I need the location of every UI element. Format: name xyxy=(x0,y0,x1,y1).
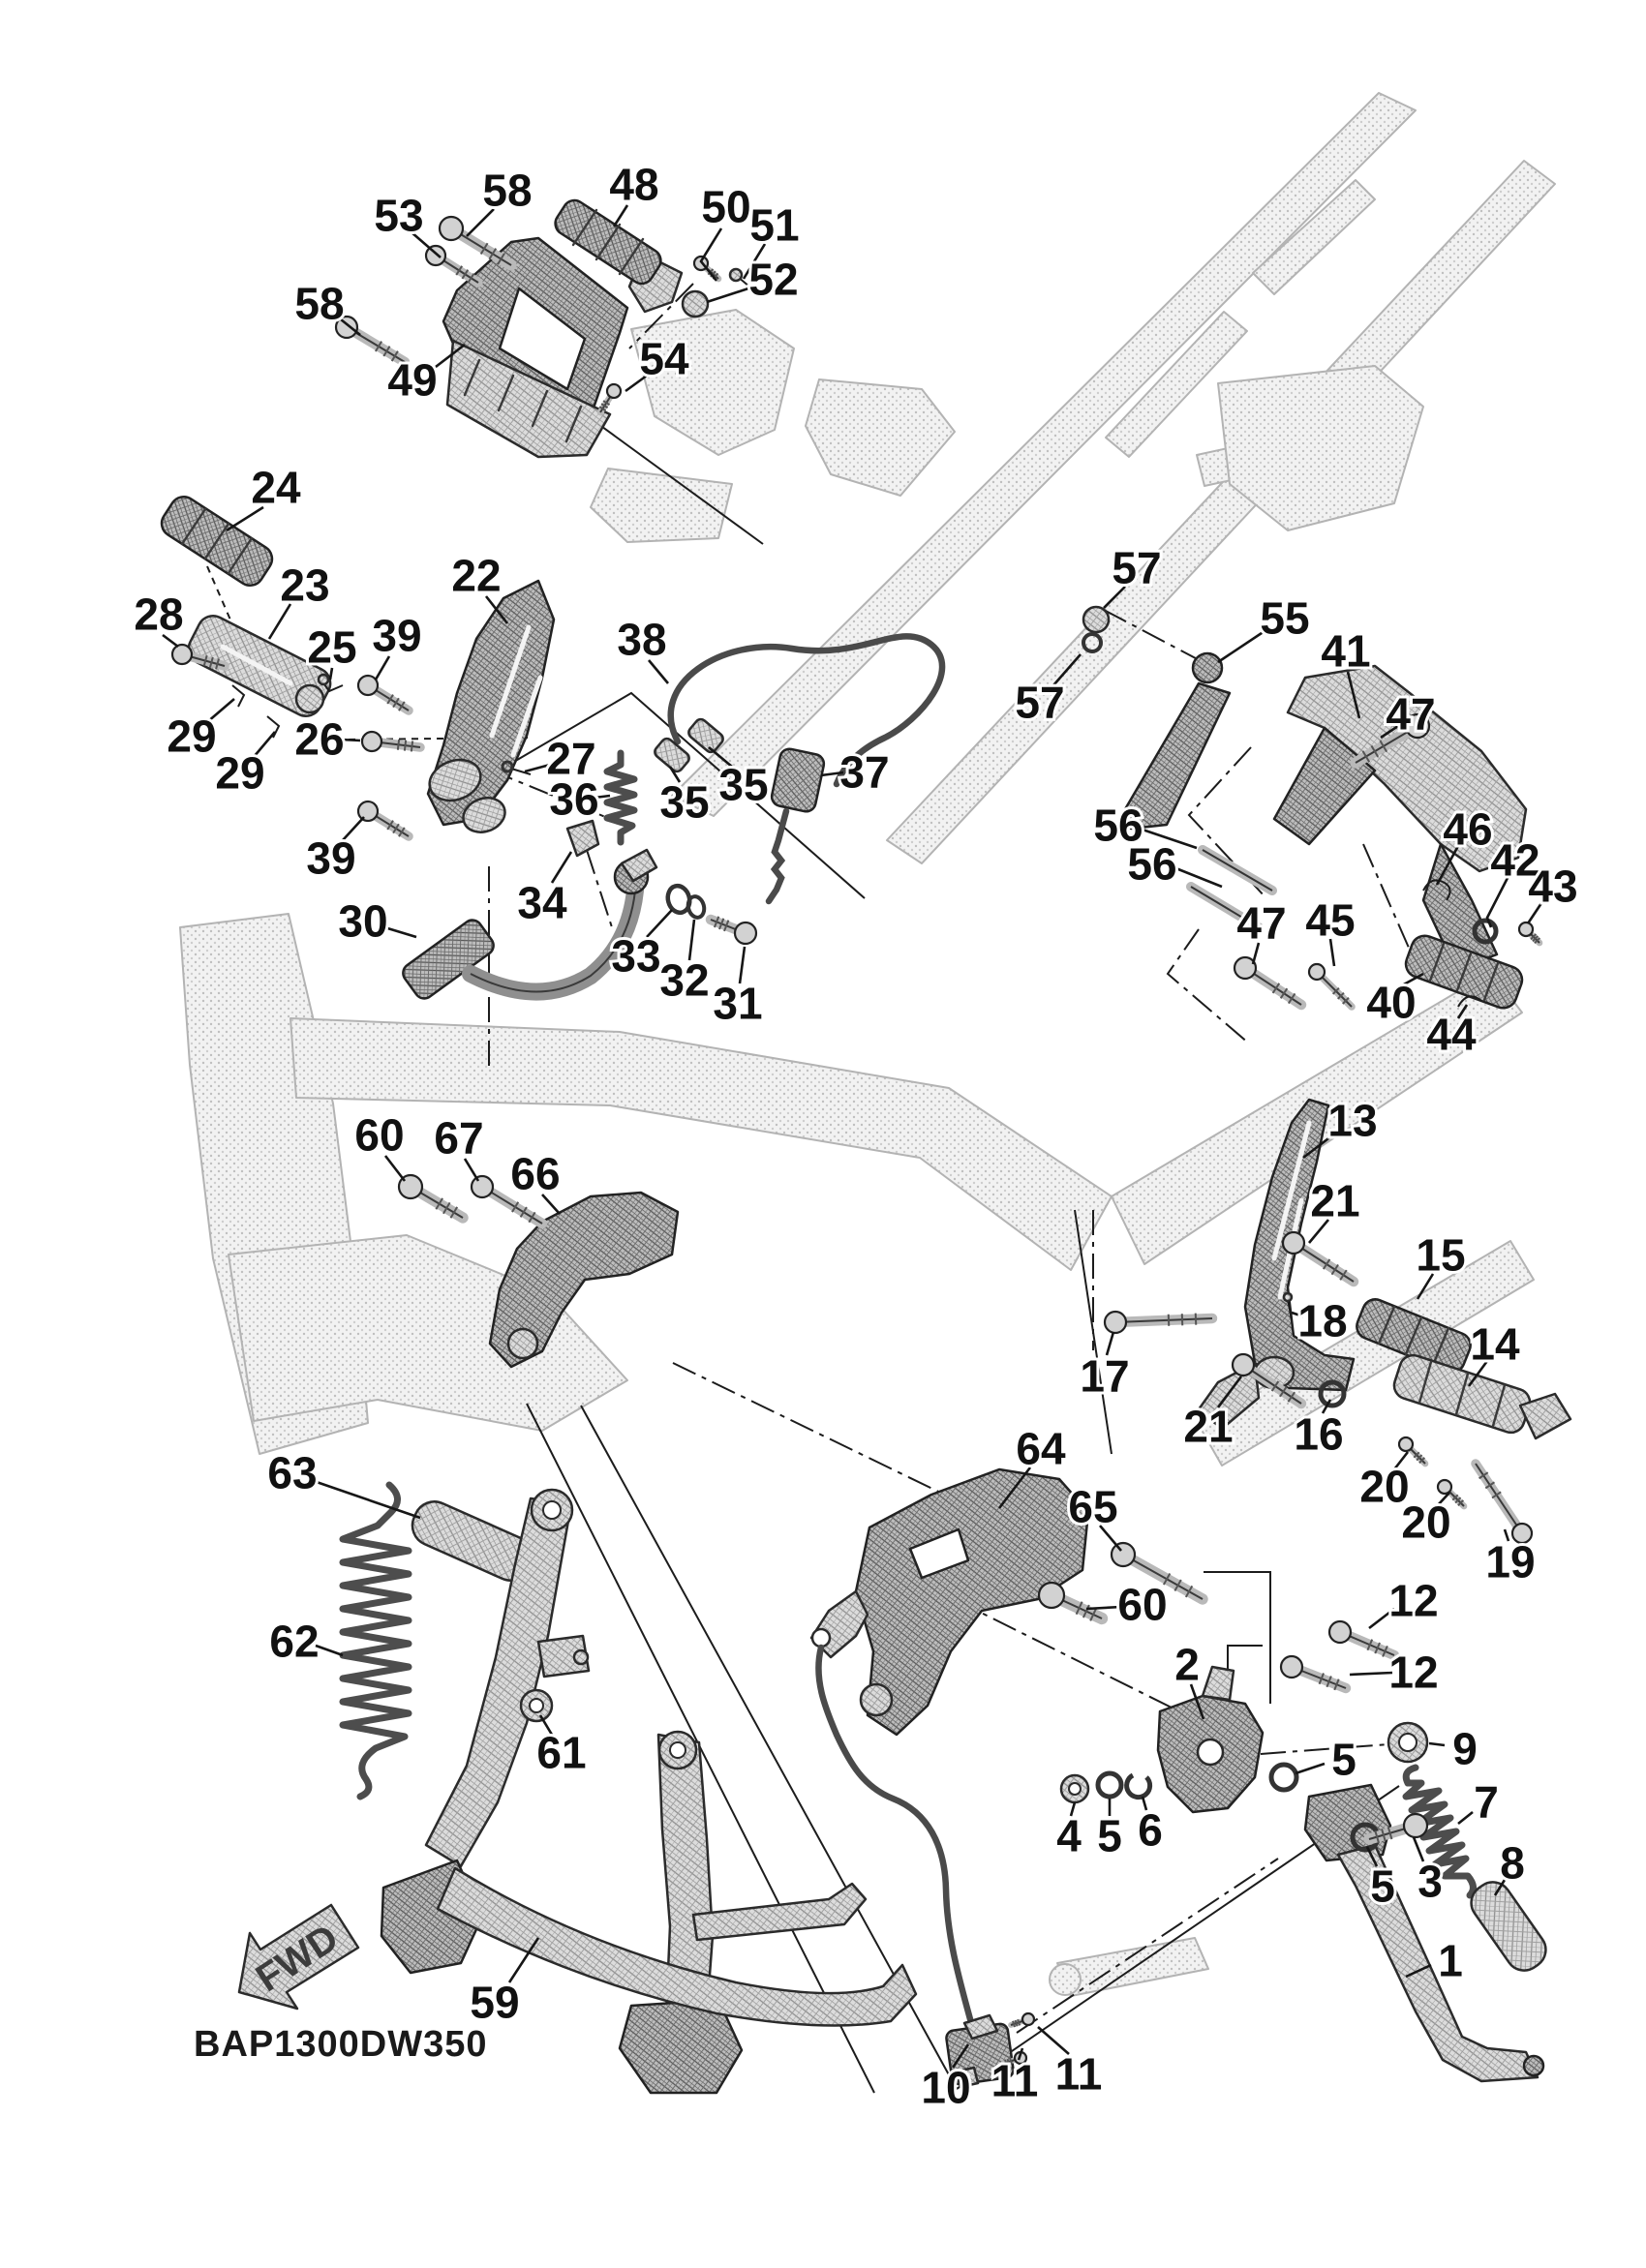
callout-number: 53 xyxy=(374,190,424,241)
callout-5 xyxy=(1097,1799,1122,1861)
callout-number: 24 xyxy=(251,462,301,513)
callout-21 xyxy=(1183,1376,1241,1452)
callout-43 xyxy=(1528,862,1578,923)
callout-number: 10 xyxy=(921,2062,971,2113)
spring-washer-6 xyxy=(1127,1775,1150,1798)
bolt xyxy=(1011,2013,1034,2027)
bolt-head xyxy=(1112,1543,1135,1566)
callout-number: 44 xyxy=(1426,1009,1477,1060)
part-code: BAP1300DW350 xyxy=(194,2024,488,2065)
callout-number: 56 xyxy=(1093,800,1143,851)
bolt-head xyxy=(1519,922,1533,936)
bolt-head xyxy=(1281,1656,1302,1678)
callout-leader-line xyxy=(1429,1743,1445,1745)
callout-number: 15 xyxy=(1416,1229,1466,1281)
callout-number: 21 xyxy=(1183,1401,1234,1452)
nut-61-hole xyxy=(530,1699,543,1712)
callout-number: 33 xyxy=(611,930,661,982)
stand-pivot-hole xyxy=(670,1742,686,1758)
bolt xyxy=(711,917,756,944)
screw-51-head xyxy=(730,269,742,281)
callout-67 xyxy=(434,1113,483,1181)
spring-36 xyxy=(607,753,634,842)
o-ring-33 xyxy=(665,884,692,916)
bolt xyxy=(1281,1656,1346,1690)
bolt-head xyxy=(607,384,621,398)
callout-number: 29 xyxy=(215,747,265,799)
callout-number: 14 xyxy=(1470,1318,1520,1370)
callout-leader-line xyxy=(1458,1812,1473,1824)
callout-37 xyxy=(821,747,890,798)
callout-number: 54 xyxy=(639,333,689,384)
cable-eye xyxy=(812,1629,830,1647)
callout-47 xyxy=(1236,898,1286,964)
callout-61 xyxy=(536,1715,586,1778)
callout-number: 55 xyxy=(1260,592,1310,644)
callout-number: 31 xyxy=(713,978,763,1029)
callout-number: 27 xyxy=(546,733,596,784)
bolt xyxy=(1476,1464,1532,1543)
callout-number: 60 xyxy=(354,1109,405,1161)
callout-number: 26 xyxy=(294,713,345,765)
callout-number: 9 xyxy=(1452,1723,1478,1774)
callout-58 xyxy=(467,166,533,236)
callout-number: 11 xyxy=(1054,2048,1103,2100)
callout-number: 66 xyxy=(510,1148,561,1199)
callout-number: 61 xyxy=(536,1727,587,1778)
callout-number: 60 xyxy=(1117,1579,1168,1630)
callout-55 xyxy=(1218,593,1310,662)
callout-number: 45 xyxy=(1305,894,1356,946)
callout-number: 46 xyxy=(1443,803,1493,855)
bolt xyxy=(1105,1312,1212,1333)
bolt-head xyxy=(440,217,463,240)
centerline xyxy=(587,850,612,927)
callout-36 xyxy=(549,774,610,825)
callout-leader-line xyxy=(1174,867,1222,887)
callout-21 xyxy=(1309,1176,1360,1243)
callout-29 xyxy=(215,732,275,799)
callout-leader-line xyxy=(1295,1764,1325,1773)
callout-number: 1 xyxy=(1438,1935,1463,1986)
callout-48 xyxy=(609,160,658,227)
callout-number: 57 xyxy=(1015,677,1065,728)
callout-16 xyxy=(1294,1400,1343,1460)
callout-number: 12 xyxy=(1388,1647,1439,1698)
pin-18-head xyxy=(1284,1293,1292,1301)
callout-number: 20 xyxy=(1359,1461,1410,1512)
bolt-head xyxy=(735,922,756,944)
callout-44 xyxy=(1426,1005,1477,1060)
callout-number: 30 xyxy=(338,895,388,947)
callout-number: 19 xyxy=(1485,1536,1536,1588)
callout-number: 32 xyxy=(659,954,710,1006)
callout-number: 63 xyxy=(267,1447,318,1498)
bolt xyxy=(362,732,420,751)
callout-leader-line xyxy=(707,288,748,302)
callout-45 xyxy=(1305,895,1355,966)
bolt xyxy=(358,676,409,711)
callout-number: 36 xyxy=(549,773,599,825)
callout-62 xyxy=(269,1617,343,1667)
callout-number: 38 xyxy=(617,614,667,665)
callout-20 xyxy=(1401,1493,1450,1548)
callout-number: 7 xyxy=(1474,1776,1499,1828)
ghost-latch xyxy=(806,379,955,496)
bolt xyxy=(599,384,621,412)
callout-number: 20 xyxy=(1401,1497,1451,1548)
callout-number: 52 xyxy=(748,254,799,305)
callout-leader-line xyxy=(384,927,416,937)
bolt xyxy=(1234,957,1301,1005)
callout-6 xyxy=(1138,1797,1163,1856)
callout-number: 2 xyxy=(1174,1639,1200,1690)
callout-number: 16 xyxy=(1294,1408,1344,1460)
bolt xyxy=(1309,964,1352,1007)
callout-39 xyxy=(372,611,421,680)
callout-number: 57 xyxy=(1112,542,1162,593)
callout-number: 37 xyxy=(839,746,890,798)
callout-24 xyxy=(227,463,301,530)
callout-number: 5 xyxy=(1370,1860,1395,1912)
callout-number: 41 xyxy=(1321,625,1371,677)
callout-number: 42 xyxy=(1490,834,1540,886)
callout-number: 29 xyxy=(167,711,217,762)
bolt xyxy=(1519,922,1539,943)
callout-number: 48 xyxy=(609,159,659,210)
callout-53 xyxy=(374,191,441,257)
center-stand-stop-arm xyxy=(693,1884,866,1940)
bolt-head xyxy=(358,676,378,695)
callout-17 xyxy=(1080,1332,1129,1402)
callout-58 xyxy=(294,279,360,335)
callout-38 xyxy=(617,615,668,683)
callout-number: 39 xyxy=(372,610,422,661)
bolt-head xyxy=(1022,2013,1034,2025)
callout-number: 3 xyxy=(1417,1856,1443,1907)
washer-5 xyxy=(1098,1773,1121,1797)
callout-leader-line xyxy=(316,1646,343,1655)
spring-anchor-pin xyxy=(574,1650,588,1664)
stand-pivot-hole xyxy=(543,1501,561,1519)
callout-number: 58 xyxy=(482,165,533,216)
callout-number: 34 xyxy=(517,877,567,928)
callout-59 xyxy=(470,1938,538,2028)
callout-5 xyxy=(1295,1735,1356,1785)
bolt-head xyxy=(1438,1480,1451,1494)
callout-number: 13 xyxy=(1327,1095,1378,1146)
nut-57 xyxy=(1083,607,1109,632)
callout-number: 5 xyxy=(1097,1810,1122,1861)
switch-spring-tail xyxy=(769,811,786,901)
bolt-head xyxy=(472,1176,493,1197)
bolt-head xyxy=(1105,1312,1126,1333)
callout-number: 39 xyxy=(306,832,356,884)
centerline xyxy=(1261,1744,1388,1754)
callout-19 xyxy=(1485,1529,1535,1588)
brake-switch-37 xyxy=(770,747,825,813)
callout-18 xyxy=(1292,1296,1348,1346)
callout-39 xyxy=(306,817,364,884)
callout-number: 12 xyxy=(1388,1575,1439,1626)
callout-40 xyxy=(1366,974,1423,1028)
relay-pivot-55 xyxy=(1193,653,1222,682)
callout-number: 25 xyxy=(307,621,357,673)
callout-26 xyxy=(294,714,360,765)
bolt-head xyxy=(1309,964,1325,980)
callout-9 xyxy=(1429,1724,1478,1774)
clip-29 xyxy=(232,685,244,707)
callout-number: 67 xyxy=(434,1112,484,1164)
bolt xyxy=(358,801,409,836)
callout-8 xyxy=(1495,1838,1525,1895)
callout-34 xyxy=(517,852,571,928)
bolt-head xyxy=(1399,1437,1413,1451)
callout-12 xyxy=(1350,1648,1439,1698)
callout-25 xyxy=(307,622,356,680)
callout-number: 65 xyxy=(1068,1481,1118,1532)
callout-number: 49 xyxy=(387,354,438,406)
callout-47 xyxy=(1381,689,1436,740)
callout-number: 47 xyxy=(1386,688,1436,740)
ghost-lever-boss xyxy=(1050,1964,1081,1995)
callout-11 xyxy=(991,2048,1039,2106)
bolt-head xyxy=(1283,1232,1304,1254)
callout-28 xyxy=(134,590,183,647)
callout-number: 58 xyxy=(294,278,345,329)
callout-number: 50 xyxy=(701,181,751,232)
callout-56 xyxy=(1127,839,1222,890)
callout-number: 22 xyxy=(451,550,502,601)
nut-4-hole xyxy=(1069,1783,1081,1795)
footrest-boss xyxy=(296,685,323,712)
callout-number: 59 xyxy=(470,1977,520,2028)
stand-rubber-8 xyxy=(1464,1875,1553,1978)
bolt-head xyxy=(1233,1354,1254,1376)
callout-number: 4 xyxy=(1056,1810,1082,1861)
bolt-head xyxy=(1039,1583,1064,1608)
callout-14 xyxy=(1469,1319,1520,1386)
callout-31 xyxy=(713,947,762,1029)
callout-number: 43 xyxy=(1528,861,1578,912)
callout-leader-line xyxy=(1218,631,1265,662)
centerline xyxy=(1363,844,1416,963)
callout-32 xyxy=(659,920,709,1006)
washer-5 xyxy=(1271,1765,1296,1790)
bolt xyxy=(1039,1583,1102,1620)
ghost-shift-lever xyxy=(1057,1938,1208,1996)
bolt xyxy=(1329,1621,1394,1656)
callout-number: 11 xyxy=(991,2055,1039,2106)
callout-30 xyxy=(338,896,416,947)
center-stand-spring-62 xyxy=(343,1485,409,1797)
callout-leader-line xyxy=(1350,1673,1392,1675)
side-stand-toe xyxy=(1524,2056,1543,2075)
callout-number: 18 xyxy=(1297,1295,1348,1346)
callout-number: 5 xyxy=(1331,1734,1356,1785)
bracket-boss xyxy=(508,1329,537,1358)
callout-number: 40 xyxy=(1366,977,1417,1028)
callout-number: 62 xyxy=(269,1616,320,1667)
callout-number: 21 xyxy=(1310,1175,1360,1226)
callout-number: 23 xyxy=(280,559,330,611)
callout-60 xyxy=(354,1110,405,1181)
nut-52 xyxy=(683,291,708,317)
callout-number: 35 xyxy=(659,776,710,828)
bolt-head xyxy=(1329,1621,1351,1643)
callout-leader-line xyxy=(1086,1607,1121,1609)
bolt-head xyxy=(362,732,381,751)
callout-12 xyxy=(1369,1576,1439,1628)
callout-number: 17 xyxy=(1080,1350,1130,1402)
callout-leader-line xyxy=(314,1481,420,1518)
bracket-2-tab xyxy=(1203,1667,1234,1700)
callout-leader-line xyxy=(701,228,721,281)
brake-pedal-pad-30 xyxy=(399,917,497,1003)
callout-number: 35 xyxy=(718,759,769,810)
callout-number: 64 xyxy=(1016,1423,1066,1474)
callout-number: 51 xyxy=(749,199,800,251)
callout-11 xyxy=(1038,2027,1102,2100)
callout-number: 8 xyxy=(1500,1837,1525,1889)
callout-22 xyxy=(451,551,507,623)
bolt-head xyxy=(1404,1814,1427,1837)
bolt-head xyxy=(172,645,192,664)
callout-7 xyxy=(1458,1777,1499,1828)
bolt xyxy=(399,1175,463,1218)
callout-4 xyxy=(1056,1802,1082,1861)
bracket-boss xyxy=(861,1684,892,1715)
bolt xyxy=(440,217,511,265)
callout-number: 6 xyxy=(1138,1804,1163,1856)
callout-number: 56 xyxy=(1127,838,1177,890)
fwd-label: FWD xyxy=(248,1916,347,2001)
ghost-mainframe-beam xyxy=(290,1018,1112,1270)
clevis-34 xyxy=(567,821,598,856)
retainer-25-head xyxy=(319,675,328,684)
callout-number: 47 xyxy=(1236,897,1287,949)
bolt-head xyxy=(358,801,378,821)
bracket-2-hole xyxy=(1198,1739,1223,1765)
nut-9-hole xyxy=(1399,1734,1417,1751)
callout-number: 28 xyxy=(134,589,184,640)
